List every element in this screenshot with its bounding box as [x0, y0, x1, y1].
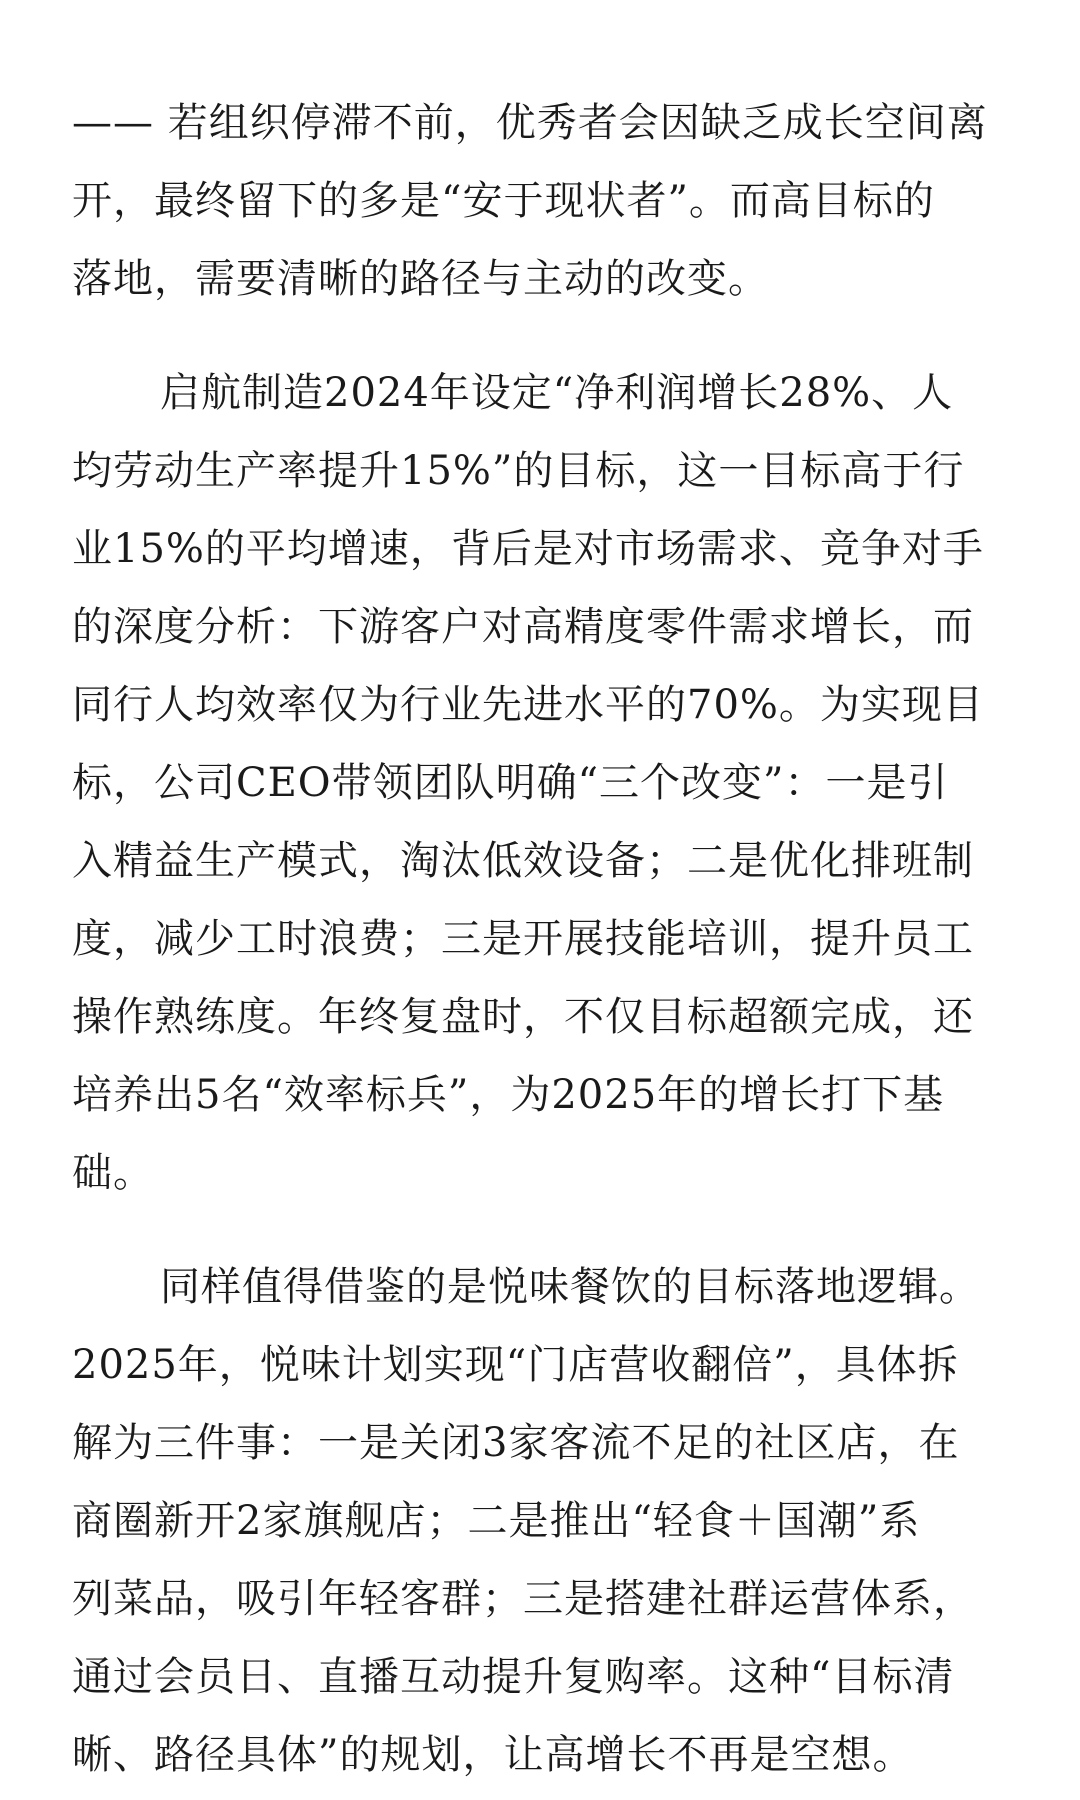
text-line: 业15%的平均增速，背后是对市场需求、竞争对手: [72, 526, 984, 572]
text-line: 落地，需要清晰的路径与主动的改变。: [72, 256, 769, 302]
paragraph-3: [72, 1248, 1008, 1794]
text-line: 列菜品，吸引年轻客群；三是搭建社群运营体系，: [72, 1576, 974, 1622]
text-line: 操作熟练度。年终复盘时，不仅目标超额完成，还: [72, 994, 974, 1040]
paragraph-2: [72, 354, 1008, 1212]
text-line: 2025年，悦味计划实现“门店营收翻倍”，具体拆: [72, 1342, 959, 1388]
text-line: 均劳动生产率提升15%”的目标，这一目标高于行: [72, 448, 965, 494]
paragraph-1: [72, 84, 1008, 318]
text-line: 商圈新开2家旗舰店；二是推出“轻食＋国潮”系: [72, 1498, 921, 1544]
text-line: 启航制造2024年设定“净利润增长28%、人: [160, 370, 954, 416]
paragraph-spacer: [72, 1212, 1008, 1248]
text-line: 础。: [72, 1150, 154, 1196]
text-line: 解为三件事：一是关闭3家客流不足的社区店，在: [72, 1420, 960, 1466]
text-line: 培养出5名“效率标兵”，为2025年的增长打下基: [72, 1072, 945, 1118]
text-line: 晰、路径具体”的规划，让高增长不再是空想。: [72, 1732, 914, 1778]
text-line: 的深度分析：下游客户对高精度零件需求增长，而: [72, 604, 974, 650]
text-line: —— 若组织停滞不前，优秀者会因缺乏成长空间离: [72, 100, 988, 146]
text-line: 通过会员日、直播互动提升复购率。这种“目标清: [72, 1654, 955, 1700]
text-line: 同样值得借鉴的是悦味餐饮的目标落地逻辑。: [160, 1264, 980, 1310]
text-line: 度，减少工时浪费；三是开展技能培训，提升员工: [72, 916, 974, 962]
paragraph-spacer: [72, 318, 1008, 354]
article-body: [72, 84, 1008, 1794]
text-line: 入精益生产模式，淘汰低效设备；二是优化排班制: [72, 838, 974, 884]
text-line: 标，公司CEO带领团队明确“三个改变”：一是引: [72, 760, 949, 806]
text-line: 同行人均效率仅为行业先进水平的70%。为实现目: [72, 682, 984, 728]
text-line: 开，最终留下的多是“安于现状者”。而高目标的: [72, 178, 935, 224]
